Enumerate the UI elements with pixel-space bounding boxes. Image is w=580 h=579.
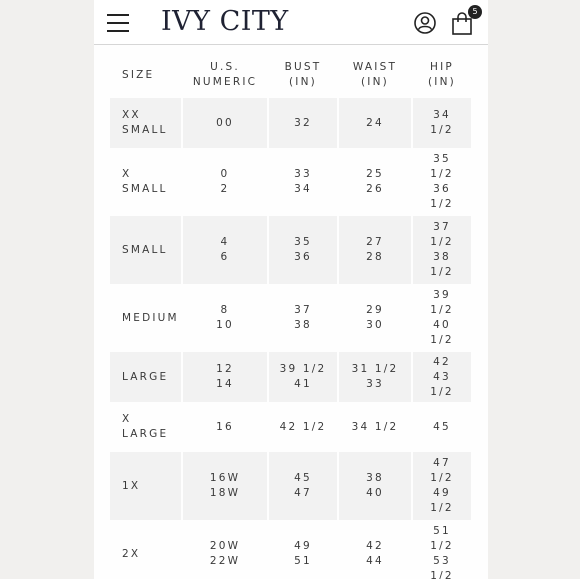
cell-text: 1/2 xyxy=(430,472,454,484)
cell-text: BUST xyxy=(284,61,322,73)
cell-text: LARGE xyxy=(122,428,169,440)
cell-text: 24 xyxy=(366,116,384,129)
cell-text: 38 xyxy=(433,251,451,263)
cell-text: 29 xyxy=(366,304,384,316)
cell-text: 0 xyxy=(220,168,230,180)
cell-hip xyxy=(413,352,471,402)
cell-text: 30 xyxy=(366,319,384,331)
cell-bust xyxy=(269,452,337,520)
cell-text: XX xyxy=(122,109,141,121)
cell-us-numeric xyxy=(183,98,267,148)
cell-text: 41 xyxy=(294,378,312,390)
cell-text: 16W xyxy=(209,472,241,484)
cell-text: 1X xyxy=(122,479,141,492)
cell-text: 26 xyxy=(366,183,384,195)
cell-text: 6 xyxy=(220,251,230,263)
cart-count-badge: 5 xyxy=(468,5,482,19)
cell-text: 1/2 xyxy=(430,570,454,579)
cell-text: 47 xyxy=(294,487,312,499)
cell-text: 37 xyxy=(294,304,312,316)
cell-size xyxy=(110,520,181,579)
cell-text: 1/2 xyxy=(430,198,454,210)
size-chart-header-row xyxy=(110,52,471,98)
cell-size xyxy=(110,284,181,352)
cell-text: SIZE xyxy=(122,68,155,81)
cell-bust xyxy=(269,148,337,216)
cell-text: SMALL xyxy=(122,124,168,136)
column-header-us-numeric xyxy=(183,52,267,98)
cell-size xyxy=(110,352,181,402)
cell-waist xyxy=(339,520,411,579)
cell-text: 42 1/2 xyxy=(279,420,327,433)
cell-text: WAIST xyxy=(352,61,398,73)
cell-waist xyxy=(339,284,411,352)
cell-text: 39 1/2 xyxy=(279,363,327,375)
cell-hip xyxy=(413,98,471,148)
cell-text: 36 xyxy=(294,251,312,263)
brand-logo[interactable]: IVY CITY xyxy=(161,6,289,37)
cell-hip xyxy=(413,402,471,452)
cell-size xyxy=(110,216,181,284)
cell-text: 1/2 xyxy=(430,385,454,398)
cell-text: 1/2 xyxy=(430,502,454,514)
cell-size xyxy=(110,148,181,216)
cell-waist xyxy=(339,148,411,216)
cell-hip xyxy=(413,520,471,579)
cell-text: 1/2 xyxy=(430,266,454,278)
table-row xyxy=(110,352,471,402)
cell-text: 2 xyxy=(220,183,230,195)
cell-bust xyxy=(269,284,337,352)
cell-text: 36 xyxy=(433,183,451,195)
cell-text: 47 xyxy=(433,457,451,469)
hamburger-menu-icon[interactable] xyxy=(107,14,129,32)
cell-text: 8 xyxy=(220,304,230,316)
cell-text: 43 xyxy=(433,370,451,383)
cell-text: 40 xyxy=(433,319,451,331)
cell-text: 34 xyxy=(433,109,451,121)
table-row xyxy=(110,98,471,148)
cell-waist xyxy=(339,98,411,148)
cell-us-numeric xyxy=(183,520,267,579)
user-account-icon[interactable] xyxy=(414,12,436,34)
table-row xyxy=(110,148,471,216)
cell-text: 33 xyxy=(294,168,312,180)
cell-text: 42 xyxy=(433,355,451,368)
cell-waist xyxy=(339,452,411,520)
cell-waist xyxy=(339,216,411,284)
cell-hip xyxy=(413,216,471,284)
column-header-bust xyxy=(269,52,337,98)
cell-text: 49 xyxy=(294,540,312,552)
cell-text: 51 xyxy=(294,555,312,567)
cell-text: 1/2 xyxy=(430,304,454,316)
cell-text: 00 xyxy=(216,116,234,129)
cell-text: X xyxy=(122,168,132,180)
cell-text: 4 xyxy=(220,236,230,248)
cell-text: 22W xyxy=(209,555,241,567)
cell-text: 35 xyxy=(294,236,312,248)
mobile-page xyxy=(94,0,488,579)
cell-bust xyxy=(269,98,337,148)
cell-text: MEDIUM xyxy=(122,311,179,324)
table-row xyxy=(110,520,471,579)
cell-text: 32 xyxy=(294,116,312,129)
cell-text: SMALL xyxy=(122,183,168,195)
cell-waist xyxy=(339,352,411,402)
table-row xyxy=(110,452,471,520)
cell-hip xyxy=(413,148,471,216)
cell-text: 34 xyxy=(294,183,312,195)
cell-bust xyxy=(269,216,337,284)
cell-text: 10 xyxy=(216,319,234,331)
cell-text: 39 xyxy=(433,289,451,301)
cell-text: 37 xyxy=(433,221,451,233)
cell-text: 16 xyxy=(216,420,234,433)
cell-text: 42 xyxy=(366,540,384,552)
cell-bust xyxy=(269,352,337,402)
cell-us-numeric xyxy=(183,284,267,352)
cell-text: (IN) xyxy=(428,76,456,88)
cell-text: 38 xyxy=(294,319,312,331)
cell-us-numeric xyxy=(183,352,267,402)
cell-text: 35 xyxy=(433,153,451,165)
table-row xyxy=(110,284,471,352)
cell-text: HIP xyxy=(430,61,454,73)
cell-text: 1/2 xyxy=(430,168,454,180)
cell-text: 1/2 xyxy=(430,334,454,346)
cell-bust xyxy=(269,520,337,579)
cell-text: 38 xyxy=(366,472,384,484)
cell-text: U.S. xyxy=(210,61,240,73)
cell-text: 45 xyxy=(294,472,312,484)
cell-text: 34 1/2 xyxy=(351,420,399,433)
cell-hip xyxy=(413,284,471,352)
cell-size xyxy=(110,98,181,148)
cell-text: 18W xyxy=(209,487,241,499)
cell-text: 1/2 xyxy=(430,540,454,552)
cell-text: LARGE xyxy=(122,370,169,383)
cell-text: 25 xyxy=(366,168,384,180)
cell-text: 31 1/2 xyxy=(351,363,399,375)
cell-text: 1/2 xyxy=(430,236,454,248)
column-header-waist xyxy=(339,52,411,98)
cell-text: 1/2 xyxy=(430,124,454,136)
cell-text: 12 xyxy=(216,363,234,375)
table-row xyxy=(110,216,471,284)
cell-text: 40 xyxy=(366,487,384,499)
cell-text: X xyxy=(122,413,132,425)
cell-text: NUMERIC xyxy=(192,76,258,88)
site-header xyxy=(94,0,488,45)
cell-bust xyxy=(269,402,337,452)
cell-us-numeric xyxy=(183,402,267,452)
cell-text: 27 xyxy=(366,236,384,248)
column-header-hip xyxy=(413,52,471,98)
cell-text: (IN) xyxy=(361,76,389,88)
cell-text: 49 xyxy=(433,487,451,499)
size-chart-table xyxy=(108,52,473,579)
cell-size xyxy=(110,402,181,452)
cell-hip xyxy=(413,452,471,520)
cell-text: 33 xyxy=(366,378,384,390)
cell-text: 44 xyxy=(366,555,384,567)
cell-text: 53 xyxy=(433,555,451,567)
cell-text: 2X xyxy=(122,547,141,560)
cell-waist xyxy=(339,402,411,452)
cell-text: SMALL xyxy=(122,243,168,256)
table-row xyxy=(110,402,471,452)
cell-us-numeric xyxy=(183,452,267,520)
cell-text: 20W xyxy=(209,540,241,552)
cell-text: 45 xyxy=(433,420,451,433)
cell-us-numeric xyxy=(183,148,267,216)
cell-text: 51 xyxy=(433,525,451,537)
cell-text: (IN) xyxy=(289,76,317,88)
cell-us-numeric xyxy=(183,216,267,284)
cell-text: 28 xyxy=(366,251,384,263)
cell-size xyxy=(110,452,181,520)
cell-text: 14 xyxy=(216,378,234,390)
column-header-size xyxy=(110,52,181,98)
